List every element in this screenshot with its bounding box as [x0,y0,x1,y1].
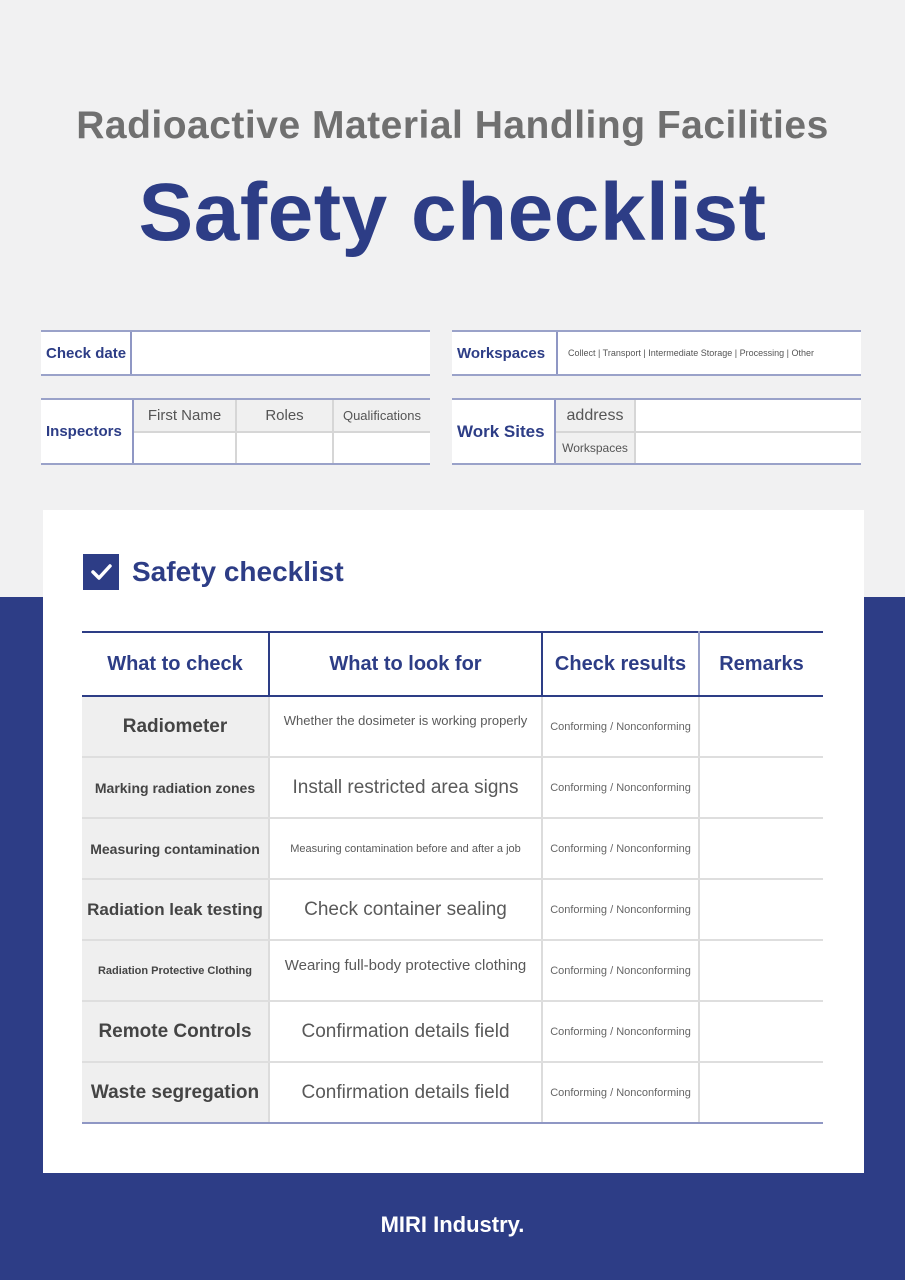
check-item: Marking radiation zones [82,757,269,818]
remarks-field[interactable] [699,757,823,818]
work-sites-workspaces-field[interactable] [636,433,861,463]
check-item: Measuring contamination [82,818,269,879]
check-result-options[interactable]: Conforming / Nonconforming [542,1062,699,1123]
checklist-table [82,631,823,1124]
check-result-options[interactable]: Conforming / Nonconforming [542,757,699,818]
remarks-field[interactable] [699,696,823,757]
qualifications-header: Qualifications [334,400,430,433]
footer-brand: MIRI Industry. [380,1212,525,1237]
roles-header: Roles [237,400,334,433]
check-result-options[interactable]: Conforming / Nonconforming [542,696,699,757]
work-sites-box [452,398,861,465]
check-result-options[interactable]: Conforming / Nonconforming [542,940,699,1001]
check-item: Radiation leak testing [82,879,269,940]
work-sites-workspaces-header: Workspaces [556,433,636,463]
remarks-field[interactable] [699,940,823,1001]
address-field[interactable] [636,400,861,433]
look-for-text: Measuring contamination before and after a job [269,818,542,879]
look-for-text: Whether the dosimeter is working properly [269,696,542,757]
qualifications-field[interactable] [334,433,430,463]
table-row [82,1001,823,1062]
page-subtitle: Radioactive Material Handling Facilities [76,104,829,147]
check-result-options[interactable]: Conforming / Nonconforming [542,1001,699,1062]
check-item: Radiation Protective Clothing [82,940,269,1001]
check-date-label: Check date [41,332,132,374]
column-header-what-to-check: What to check [82,632,269,696]
look-for-text: Install restricted area signs [269,757,542,818]
remarks-field[interactable] [699,818,823,879]
column-header-what-to-look-for: What to look for [269,632,542,696]
inspectors-label: Inspectors [41,400,134,463]
table-header-row [82,632,823,696]
table-row [82,940,823,1001]
check-item: Waste segregation [82,1062,269,1123]
column-header-remarks: Remarks [699,632,823,696]
section-title: Safety checklist [132,556,344,587]
workspaces-options[interactable]: Collect | Transport | Intermediate Storage | Processing | Other [558,332,861,374]
column-header-check-results: Check results [542,632,699,696]
look-for-text: Check container sealing [269,879,542,940]
table-row [82,818,823,879]
workspaces-label: Workspaces [452,332,558,374]
remarks-field[interactable] [699,879,823,940]
look-for-text: Wearing full-body protective clothing [269,940,542,1001]
roles-field[interactable] [237,433,334,463]
page-title: Safety checklist [138,167,767,258]
check-item: Remote Controls [82,1001,269,1062]
check-date-field[interactable] [132,332,430,374]
table-row [82,757,823,818]
checkbox-check-icon [83,554,119,590]
table-row [82,696,823,757]
check-item: Radiometer [82,696,269,757]
remarks-field[interactable] [699,1062,823,1123]
check-date-box [41,330,430,376]
table-row [82,1062,823,1123]
first-name-field[interactable] [134,433,237,463]
work-sites-label: Work Sites [452,400,556,463]
first-name-header: First Name [134,400,237,433]
workspaces-box [452,330,861,376]
address-header: address [556,400,636,433]
check-result-options[interactable]: Conforming / Nonconforming [542,818,699,879]
inspectors-box [41,398,430,465]
table-row [82,879,823,940]
remarks-field[interactable] [699,1001,823,1062]
check-result-options[interactable]: Conforming / Nonconforming [542,879,699,940]
look-for-text: Confirmation details field [269,1001,542,1062]
look-for-text: Confirmation details field [269,1062,542,1123]
